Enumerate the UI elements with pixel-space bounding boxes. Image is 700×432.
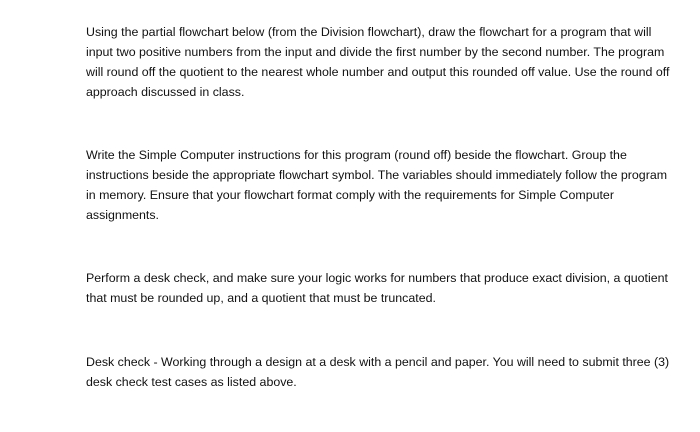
instruction-paragraph-flowchart: Using the partial flowchart below (from the Division flowchart), draw the flowchart for a program that will input two positive numbers from the input and divide the first number by the second number. The program will round off the quotient to the nearest whole number and output this rounded off value. Use the round off approach discussed in class. — [86, 25, 670, 99]
desk-check-definition-paragraph: Desk check - Working through a design at a desk with a pencil and paper. You will need to submit three (3) desk check test cases as listed above. — [86, 355, 670, 389]
instruction-paragraph-simple-computer: Write the Simple Computer instructions for this program (round off) beside the flowchart. Group the instructions beside the appropriate flowchart symbol. The variables should immediately follow the program in memory. Ensure that your flowchart format comply with the requirements for Simple Computer assignments. — [86, 148, 668, 222]
instruction-paragraph-desk-check: Perform a desk check, and make sure your logic works for numbers that produce exact division, a quotient that must be rounded up, and a quotient that must be truncated. — [86, 271, 668, 305]
